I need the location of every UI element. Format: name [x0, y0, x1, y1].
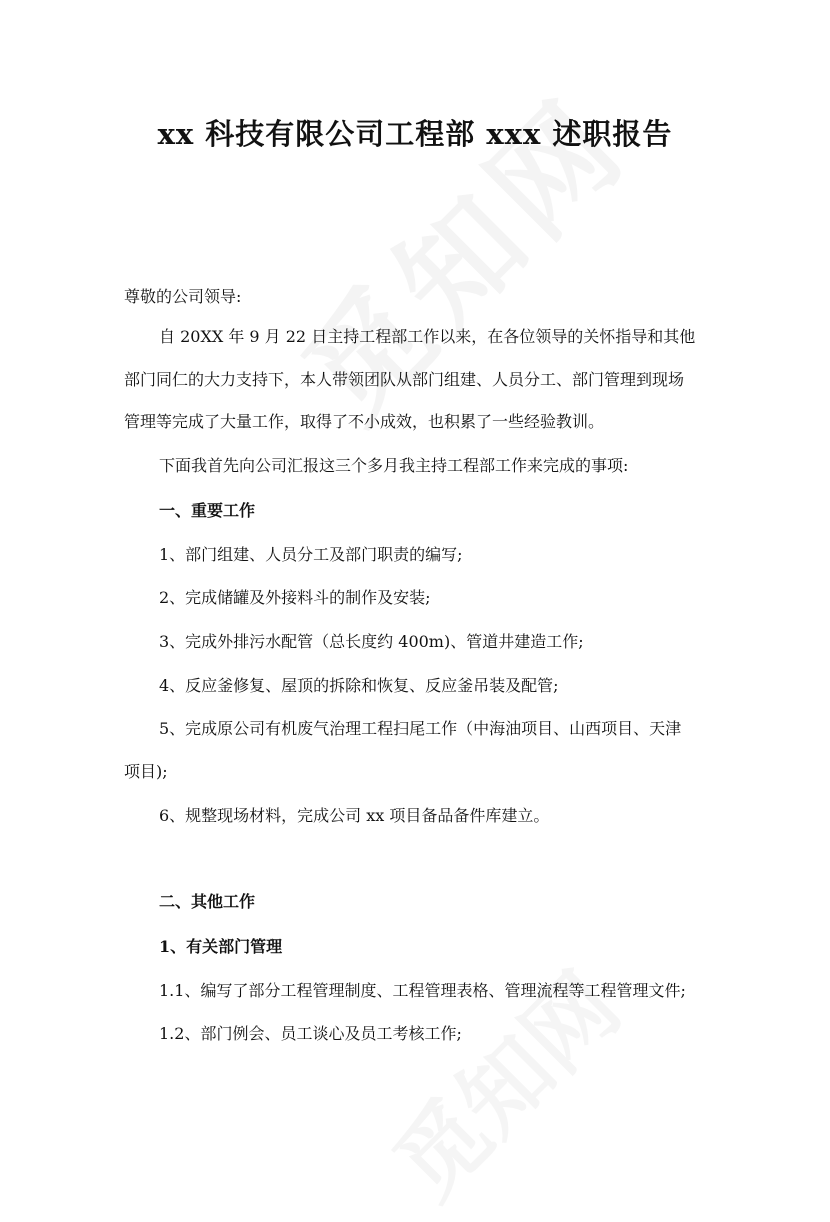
intro-line-2: 部门同仁的大力支持下，本人带领团队从部门组建、人员分工、部门管理到现场	[124, 370, 685, 389]
section2-item: 1.1、编写了部分工程管理制度、工程管理表格、管理流程等工程管理文件;	[159, 981, 686, 1000]
section1-item: 2、完成储罐及外接料斗的制作及安装;	[159, 588, 431, 607]
section1-item-continued: 项目);	[124, 762, 168, 781]
salutation: 尊敬的公司领导:	[124, 287, 242, 306]
section1-item: 4、反应釜修复、屋顶的拆除和恢复、反应釜吊装及配管;	[159, 676, 559, 695]
intro-line-1: 自 20XX 年 9 月 22 日主持工程部工作以来，在各位领导的关怀指导和其他	[159, 327, 696, 346]
section1-heading: 一、重要工作	[159, 501, 256, 520]
section1-item: 1、部门组建、人员分工及部门职责的编写;	[159, 545, 463, 564]
section2-item: 1.2、部门例会、员工谈心及员工考核工作;	[159, 1024, 462, 1043]
document-title: xx 科技有限公司工程部 xxx 述职报告	[157, 117, 673, 151]
section1-item: 3、完成外排污水配管（总长度约 400m)、管道井建造工作;	[159, 632, 584, 651]
intro-line-3: 管理等完成了大量工作，取得了不小成效，也积累了一些经验教训。	[124, 412, 605, 431]
lead-in: 下面我首先向公司汇报这三个多月我主持工程部工作来完成的事项:	[159, 456, 629, 475]
section1-item: 5、完成原公司有机废气治理工程扫尾工作（中海油项目、山西项目、天津	[159, 719, 682, 738]
section2-subheading: 1、有关部门管理	[159, 937, 283, 956]
section2-heading: 二、其他工作	[159, 892, 256, 911]
section1-item: 6、规整现场材料，完成公司 xx 项目备品备件库建立。	[159, 806, 550, 825]
